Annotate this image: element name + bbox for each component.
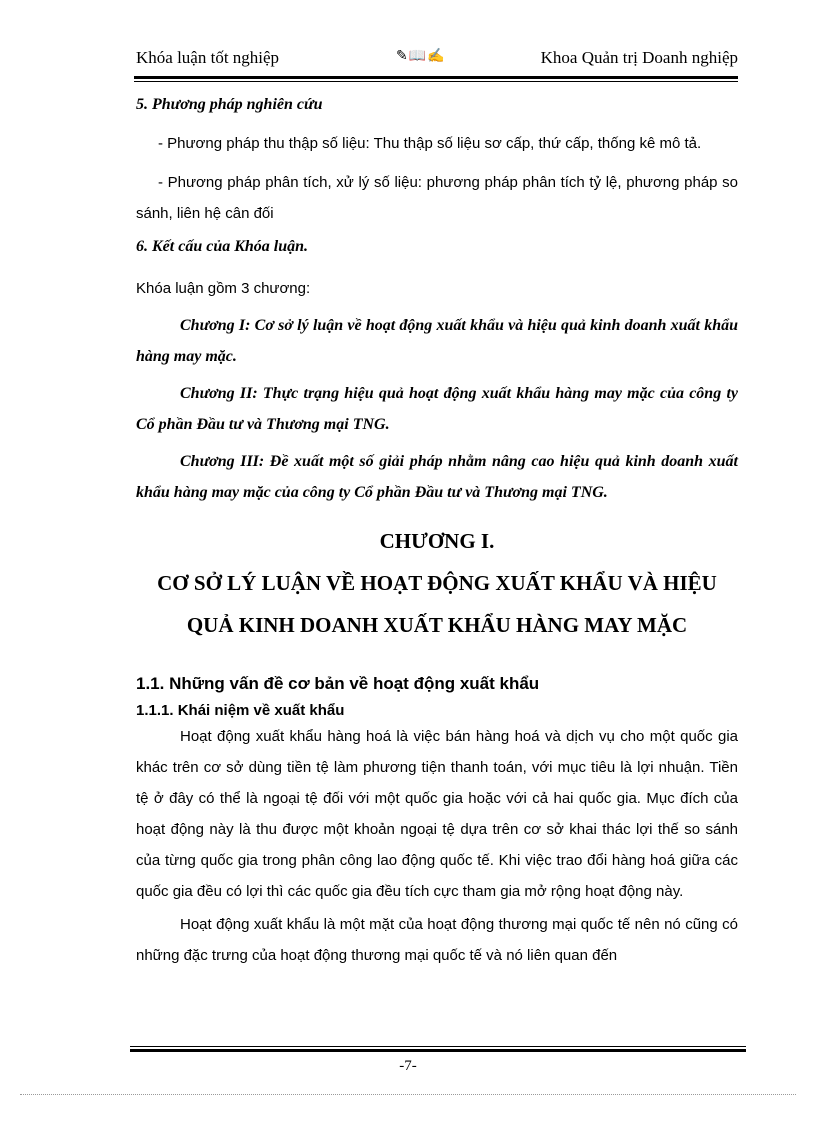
- chapter-summary: Chương I: Cơ sở lý luận về hoạt động xuất khẩu và hiệu quả kinh doanh xuất khẩu hàng may mặc.: [136, 317, 738, 365]
- header-rule-thick: [134, 76, 738, 79]
- footer-rule-thick: [130, 1049, 746, 1052]
- header-faculty-label: Khoa Quản trị Doanh nghiệp: [540, 48, 738, 67]
- chapter-title: QUẢ KINH DOANH XUẤT KHẨU HÀNG MAY MẶC: [186, 613, 688, 637]
- structure-intro: Khóa luận gồm 3 chương:: [136, 280, 311, 297]
- methods-heading: 5. Phương pháp nghiên cứu: [136, 96, 323, 113]
- subsection-heading: 1.1.1. Khái niệm về xuất khẩu: [136, 702, 345, 719]
- book-ornament-icon: ✎📖✍: [396, 49, 446, 64]
- page-body: [136, 94, 738, 971]
- chapter-number: CHƯƠNG I.: [379, 529, 495, 553]
- body-paragraph: Hoạt động xuất khẩu là một mặt của hoạt động thương mại quốc tế nên nó cũng có những đặc trưng của hoạt động thương mại quốc tế và nó liên quan đến: [136, 916, 738, 964]
- page-break-line: [20, 1094, 796, 1095]
- body-paragraph: Hoạt động xuất khẩu hàng hoá là việc bán hàng hoá và dịch vụ cho một quốc gia khác trên cơ sở dùng tiền tệ làm phương tiện thanh toán, với mục tiêu là lợi nhuận. Tiền tệ ở đây có thể là ngoại tệ đối với một quốc gia hoặc với cả hai quốc gia. Mục đích của hoạt động này là thu được một khoản ngoại tệ dựa trên cơ sở khai thác lợi thế so sánh của từng quốc gia trong phân công lao động quốc tế. Khi việc trao đổi hàng hoá giữa các quốc gia đều có lợi thì các quốc gia đều tích cực tham gia mở rộng hoạt động này.: [136, 728, 738, 900]
- chapter-summary: Chương II: Thực trạng hiệu quả hoạt động xuất khẩu hàng may mặc của công ty Cổ phần Đầu tư và Thương mại TNG.: [136, 385, 738, 433]
- page-number: -7-: [399, 1058, 417, 1074]
- structure-heading: 6. Kết cấu của Khóa luận.: [136, 238, 309, 255]
- page-header: [134, 48, 738, 74]
- method-item: - Phương pháp thu thập số liệu: Thu thập số liệu sơ cấp, thứ cấp, thống kê mô tả.: [158, 135, 702, 152]
- header-thesis-label: Khóa luận tốt nghiệp: [136, 48, 280, 67]
- header-rule-thin: [134, 81, 738, 82]
- section-heading: 1.1. Những vấn đề cơ bản về hoạt động xuất khẩu: [136, 674, 540, 693]
- chapter-title: CƠ SỞ LÝ LUẬN VỀ HOẠT ĐỘNG XUẤT KHẨU VÀ HIỆU: [157, 571, 717, 595]
- method-item: - Phương pháp phân tích, xử lý số liệu: phương pháp phân tích tỷ lệ, phương pháp so sánh, liên hệ cân đối: [136, 174, 738, 222]
- chapter-summary: Chương III: Đề xuất một số giải pháp nhằm nâng cao hiệu quả kinh doanh xuất khẩu hàng may mặc của công ty Cổ phần Đầu tư và Thương mại TNG.: [136, 453, 738, 501]
- footer-rule-thin: [130, 1046, 746, 1047]
